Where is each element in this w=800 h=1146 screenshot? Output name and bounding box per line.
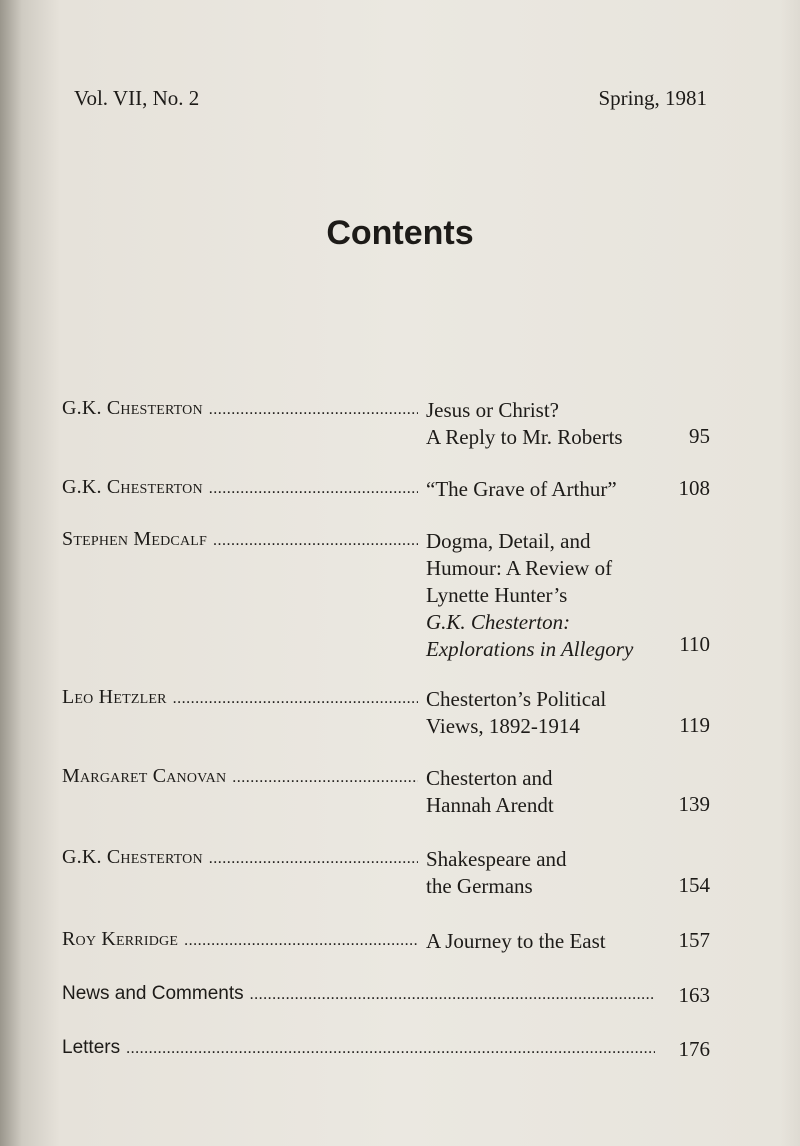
page-title: Contents [326, 214, 474, 252]
entry-page: 110 [679, 632, 710, 656]
entry-title: Chesterton and Hannah Arendt [426, 766, 554, 817]
dot-leader [126, 1040, 655, 1058]
entry-page: 95 [689, 424, 710, 448]
entry-title: Shakespeare and the Germans [426, 847, 567, 898]
dot-leader [209, 401, 418, 419]
dot-leader [250, 986, 655, 1004]
entry-page: 157 [678, 928, 710, 952]
entry-author: G.K. Chesterton ..... [62, 846, 418, 869]
entry-title: Jesus or Christ? A Reply to Mr. Roberts [426, 398, 623, 449]
entry-title: Chesterton’s Political Views, 1892-1914 [426, 687, 607, 738]
dot-leader [232, 769, 418, 787]
entry-author: Leo Hetzler ..... [62, 686, 418, 709]
dot-leader [184, 932, 418, 950]
entry-page: 154 [678, 873, 710, 897]
dot-leader [173, 690, 418, 708]
dot-leader [209, 850, 418, 868]
entry-title: A Journey to the East [426, 929, 606, 953]
volume-number: Vol. VII, No. 2 [74, 86, 200, 110]
entry-author: G.K. Chesterton ..... [62, 476, 418, 499]
entry-title: “The Grave of Arthur” [426, 477, 617, 501]
section-label-row: Letters ..... [62, 1037, 655, 1059]
section-page: 163 [678, 983, 710, 1007]
entry-title: Dogma, Detail, and Humour: A Review of Lynette Hunter’s G.K. Chesterton: Explorations in Allegory [426, 529, 634, 661]
entry-page: 108 [678, 476, 710, 500]
dot-leader [213, 532, 418, 550]
entry-page: 139 [678, 792, 710, 816]
entry-author: Margaret Canovan ..... [62, 765, 418, 788]
dot-leader [209, 480, 418, 498]
entry-author: Roy Kerridge ..... [62, 928, 418, 951]
issue-date: Spring, 1981 [598, 86, 707, 110]
entry-author: G.K. Chesterton ..... [62, 397, 418, 420]
entry-page: 119 [679, 713, 710, 737]
entry-author: Stephen Medcalf ..... [62, 528, 418, 551]
section-label-row: News and Comments ..... [62, 983, 655, 1005]
section-page: 176 [678, 1037, 710, 1061]
